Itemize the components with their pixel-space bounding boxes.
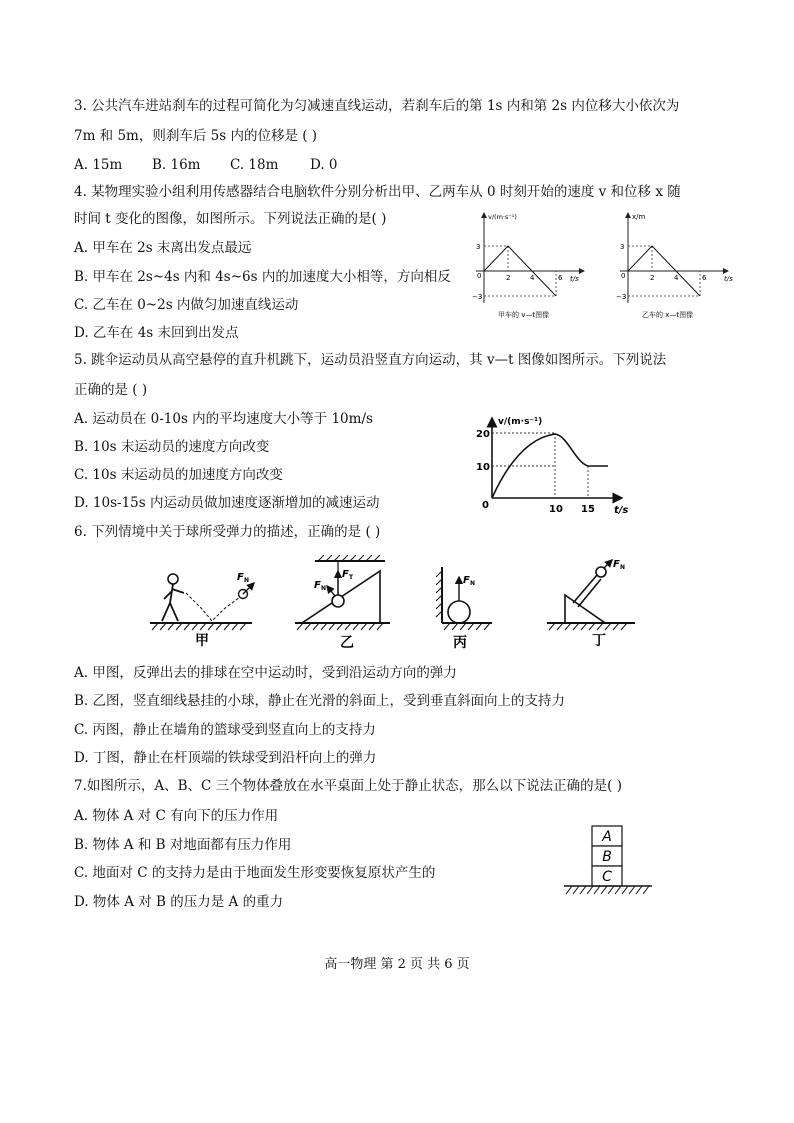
q6-fig-yi (295, 555, 390, 651)
q4-graph-yi (614, 205, 744, 325)
yi-ylabel: x/m (632, 213, 646, 221)
q3-stem-line2: 7m 和 5m，则刹车后 5s 内的位移是 ( ) (74, 128, 318, 144)
q5-y10: 10 (476, 462, 490, 473)
bing-force-label: F (463, 575, 470, 586)
q6-figures (140, 555, 670, 655)
jia-x6: 6 (558, 274, 563, 282)
yi-force-n-sub: N (321, 585, 327, 592)
q4-graph-jia (470, 205, 590, 325)
yi-y-bottom: −3 (616, 293, 627, 301)
jia-y-bottom: −3 (472, 293, 483, 301)
q6-option-b: B. 乙图，竖直细线悬挂的小球，静止在光滑的斜面上，受到垂直斜面向上的支持力 (74, 693, 566, 709)
q3-stem-line1: 3. 公共汽车进站刹车的过程可简化为匀减速直线运动，若刹车后的第 1s 内和第 2s 内位移大小依次为 (74, 98, 680, 114)
yi-force-n-label: F (314, 580, 321, 591)
hanging-ball-icon (332, 595, 344, 607)
iron-ball-icon (596, 567, 606, 577)
jia-origin: 0 (477, 272, 482, 280)
jia-x2: 2 (506, 274, 511, 282)
q5-x10: 10 (549, 504, 563, 515)
q6-option-a: A. 甲图，反弹出去的排球在空中运动时，受到沿运动方向的弹力 (74, 665, 457, 681)
q5-x15: 15 (581, 504, 595, 515)
person-head-icon (168, 574, 178, 584)
q7-option-c: C. 地面对 C 的支持力是由于地面发生形变要恢复原状产生的 (74, 865, 436, 881)
yi-force-t-sub: T (349, 574, 354, 581)
ding-force-sub: N (620, 564, 626, 571)
yi-caption: 乙车的 x—t图像 (642, 311, 694, 319)
q5-graph (472, 410, 642, 515)
q7-option-a: A. 物体 A 对 C 有向下的压力作用 (74, 808, 279, 824)
jia-force-sub: N (244, 577, 250, 584)
q6-stem: 6. 下列情境中关于球所受弹力的描述，正确的是 ( ) (74, 524, 381, 540)
block-b-label: B (602, 849, 612, 865)
q7-figure (560, 818, 660, 903)
q5-stem-line2: 正确的是 ( ) (74, 382, 148, 398)
q4-option-d: D. 乙车在 4s 末回到出发点 (74, 325, 239, 341)
ding-force-label: F (613, 559, 620, 570)
fig-label-ding: 丁 (592, 633, 606, 649)
yi-x4: 4 (674, 274, 679, 282)
q3-options (74, 156, 338, 174)
q5-option-a: A. 运动员在 0-10s 内的平均速度大小等于 10m/s (74, 411, 373, 427)
yi-origin: 0 (621, 272, 626, 280)
basketball-icon (448, 601, 470, 623)
yi-x2: 2 (650, 274, 655, 282)
q5-origin: 0 (482, 500, 489, 511)
q7-option-d: D. 物体 A 对 B 的压力是 A 的重力 (74, 894, 284, 910)
q6-option-d: D. 丁图，静止在杆顶端的铁球受到沿杆向上的弹力 (74, 750, 377, 766)
q6-option-c: C. 丙图，静止在墙角的篮球受到竖直向上的支持力 (74, 722, 376, 738)
q6-fig-jia (150, 572, 254, 649)
q7-option-b: B. 物体 A 和 B 对地面都有压力作用 (74, 837, 292, 853)
yi-x6: 6 (702, 274, 707, 282)
jia-y-top: 3 (476, 243, 481, 251)
jia-ylabel: v/(m·s⁻¹) (488, 213, 517, 221)
jia-force-label: F (237, 572, 244, 583)
q3-option-a: A. 15m (74, 157, 123, 173)
q4-option-a: A. 甲车在 2s 末离出发点最远 (74, 240, 252, 256)
fig-label-yi: 乙 (340, 635, 354, 651)
q4-option-b: B. 甲车在 2s~4s 内和 4s~6s 内的加速度大小相等，方向相反 (74, 269, 451, 285)
jia-x4: 4 (530, 274, 535, 282)
jia-caption: 甲车的 v—t图像 (498, 311, 550, 319)
yi-y-top: 3 (620, 243, 625, 251)
rod-icon (573, 575, 601, 607)
fig-label-jia: 甲 (195, 633, 209, 649)
q4-option-c: C. 乙车在 0~2s 内做匀加速直线运动 (74, 297, 299, 313)
q4-stem-line1: 4. 某物理实验小组利用传感器结合电脑软件分别分析出甲、乙两车从 0 时刻开始的速度 v 和位移 x 随 (74, 184, 681, 200)
q5-option-c: C. 10s 末运动员的加速度方向改变 (74, 467, 283, 483)
q5-stem-line1: 5. 跳伞运动员从高空悬停的直升机跳下，运动员沿竖直方向运动，其 v—t 图像如图所示。下列说法 (74, 352, 667, 368)
q5-ylabel: v/(m·s⁻¹) (498, 417, 543, 427)
person-figure-icon (162, 584, 184, 621)
jia-xlabel: t/s (570, 275, 579, 283)
q4-stem-line2: 时间 t 变化的图像，如图所示。下列说法正确的是( ) (74, 211, 387, 227)
yi-force-t-label: F (342, 569, 349, 580)
q5-option-d: D. 10s-15s 内运动员做加速度逐渐增加的减速运动 (74, 495, 380, 511)
fig-label-bing: 丙 (453, 635, 467, 651)
q7-stem: 7.如图所示，A、B、C 三个物体叠放在水平桌面上处于静止状态，那么以下说法正确的是( ) (74, 778, 622, 794)
block-c-label: C (602, 869, 612, 885)
q6-fig-bing (436, 567, 492, 651)
q6-fig-ding (547, 559, 635, 649)
page-footer: 高一物理 第 2 页 共 6 页 (324, 957, 470, 972)
bing-force-sub: N (470, 580, 476, 587)
q5-option-b: B. 10s 末运动员的速度方向改变 (74, 439, 270, 455)
yi-xlabel: t/s (724, 275, 733, 283)
q5-xlabel: t/s (614, 505, 629, 515)
q5-y20: 20 (476, 429, 490, 440)
block-a-label: A (602, 829, 612, 845)
q3-option-d: D. 0 (310, 157, 338, 173)
q3-option-c: C. 18m (230, 157, 279, 173)
q3-option-b: B. 16m (152, 157, 201, 173)
